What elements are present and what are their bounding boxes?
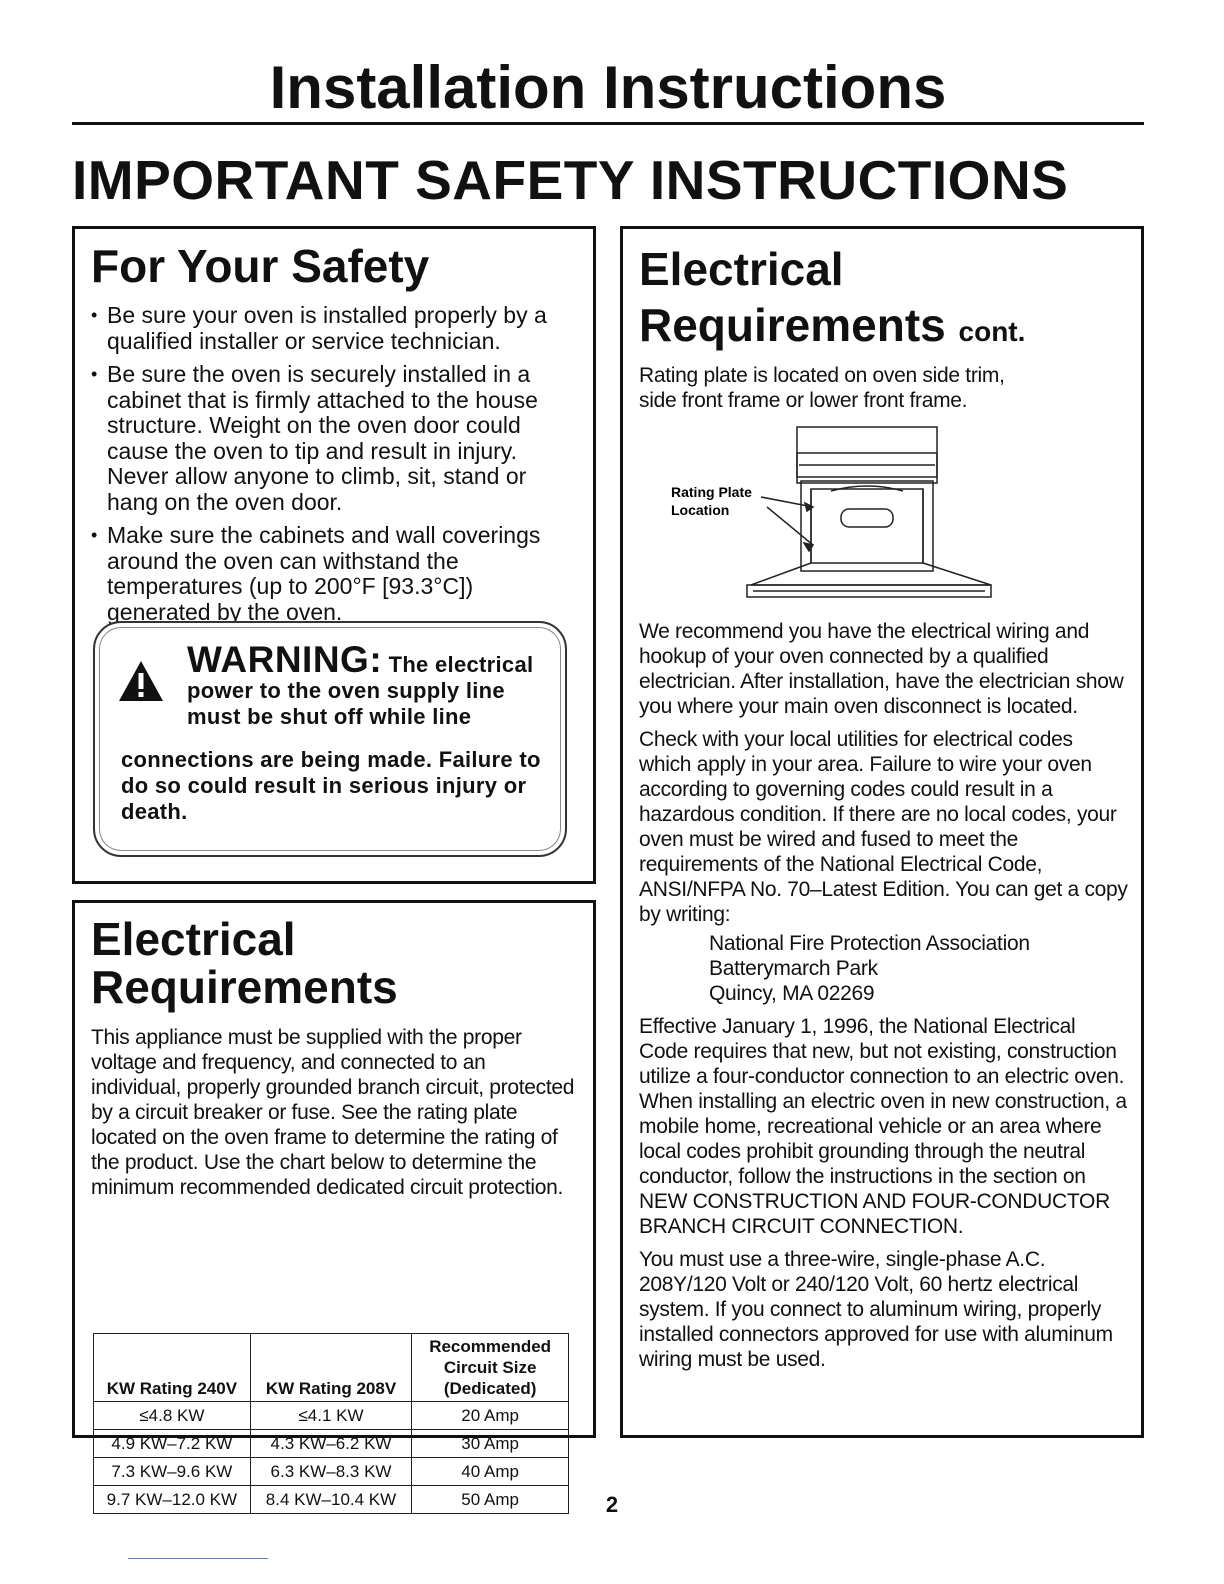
footer-rule	[128, 1558, 268, 1559]
address-line: Quincy, MA 02269	[709, 982, 875, 1005]
four-conductor-paragraph: Effective January 1, 1996, the National Electrical Code requires that new, but not existing, construction utilize a four-conductor connection to an electric oven. When installing an electric oven in new construction, a mobile home, recreational vehicle or an area where local codes prohibit grounding through the neutral conductor, follow the instructions in the section on NEW CONSTRUCTION AND FOUR-CONDUCTOR BRANCH CIRCUIT CONNECTION.	[639, 1015, 1127, 1238]
wiring-system-paragraph: You must use a three-wire, single-phase A.C. 208Y/120 Volt or 240/120 Volt, 60 hertz electrical system. If you connect to aluminum wiring, properly installed connectors approved for use with aluminum wiring must be used.	[639, 1248, 1113, 1371]
page-title: Installation Instructions	[269, 54, 947, 121]
safety-banner-title: IMPORTANT SAFETY INSTRUCTIONS	[72, 149, 1069, 211]
safety-section	[72, 226, 596, 884]
warning-head-text: The electrical power to the oven supply line must be shut off while line	[187, 652, 534, 729]
table-cell: 7.3 KW–9.6 KW	[94, 1458, 251, 1486]
electrical-cont-heading	[639, 241, 1025, 360]
table-header-cell: KW Rating 240V	[94, 1334, 251, 1402]
rating-plate-intro: Rating plate is located on oven side trim, side front frame or lower front frame.	[639, 364, 1005, 412]
table-cell: ≤4.8 KW	[94, 1402, 251, 1430]
safety-bullet-1: • Be sure your oven is installed properly by a qualified installer or service technician.	[91, 303, 571, 354]
table-cell: 4.9 KW–7.2 KW	[94, 1430, 251, 1458]
warning-heading	[187, 639, 547, 730]
warning-callout	[93, 621, 567, 857]
warning-body-text: connections are being made. Failure to do so could result in serious injury or death.	[121, 747, 541, 824]
page-number: 2	[605, 1492, 619, 1517]
table-row	[94, 1402, 569, 1430]
warning-triangle-icon	[117, 659, 165, 703]
rating-plate-label: Rating Plate	[671, 484, 752, 500]
safety-heading: For Your Safety	[91, 240, 430, 292]
nfpa-address	[639, 931, 1129, 1006]
table-cell: 4.3 KW–6.2 KW	[250, 1430, 412, 1458]
table-cell: 8.4 KW–10.4 KW	[250, 1486, 412, 1514]
electrical-requirements-section	[72, 900, 596, 1509]
table-cell: ≤4.1 KW	[250, 1402, 412, 1430]
electrical-body-text: This appliance must be supplied with the proper voltage and frequency, and connected to an individual, properly grounded branch circuit, protected by a circuit breaker or fuse. See the rating plate located on the oven frame to determine the rating of the product. Use the chart below to determine the minimum recommended dedicated circuit protection.	[91, 1026, 575, 1199]
oven-rating-plate-diagram	[661, 425, 1001, 603]
table-cell: 30 Amp	[412, 1430, 569, 1458]
table-cell: 6.3 KW–8.3 KW	[250, 1458, 412, 1486]
table-header-row	[94, 1334, 569, 1402]
table-header-cell: KW Rating 208V	[250, 1334, 412, 1402]
table-cell: 20 Amp	[412, 1402, 569, 1430]
electrical-heading	[91, 915, 398, 1011]
electrical-heading-line2: Requirements	[91, 961, 398, 1013]
electrical-requirements-cont-section	[620, 226, 1144, 1438]
electrical-cont-heading-text: Requirements	[639, 299, 946, 351]
table-row	[94, 1458, 569, 1486]
address-line: National Fire Protection Association	[709, 932, 1030, 955]
cont-suffix: cont.	[958, 316, 1026, 347]
safety-bullet-2: • Be sure the oven is securely installed in a cabinet that is firmly attached to the house structure. Weight on the oven door could cause the oven to tip and result in injury. Never allow anyone to climb, sit, stand or hang on the oven door.	[91, 362, 571, 515]
warning-label: WARNING:	[187, 639, 383, 680]
electrical-cont-body	[639, 619, 1129, 1372]
electrical-cont-heading-line1: Electrical	[639, 243, 844, 295]
table-header-cell: Recommended Circuit Size (Dedicated)	[412, 1334, 569, 1402]
title-divider	[72, 122, 1144, 125]
electrician-paragraph: We recommend you have the electrical wiring and hookup of your oven connected by a qualified electrician. After installation, have the electrician show you where your main oven disconnect is located.	[639, 620, 1124, 718]
table-cell: 50 Amp	[412, 1486, 569, 1514]
oven-outline-illustration	[747, 427, 991, 597]
table-cell: 40 Amp	[412, 1458, 569, 1486]
rating-plate-arrows	[761, 497, 813, 551]
address-line: Batterymarch Park	[709, 957, 878, 980]
table-cell: 9.7 KW–12.0 KW	[94, 1486, 251, 1514]
local-codes-paragraph: Check with your local utilities for electrical codes which apply in your area. Failure to wire your oven according to governing codes could result in a hazardous condition. If there are no local codes, your oven must be wired and fused to meet the requirements of the National Electrical Code, ANSI/NFPA No. 70–Latest Edition. You can get a copy by writing:	[639, 728, 1128, 926]
table-row	[94, 1430, 569, 1458]
electrical-heading-line1: Electrical	[91, 913, 296, 965]
rating-plate-location-label: Location	[671, 502, 730, 518]
circuit-size-table	[93, 1333, 569, 1514]
electrical-cont-heading-line2	[639, 297, 1025, 360]
safety-bullet-list	[91, 303, 571, 633]
safety-bullet-3: • Make sure the cabinets and wall coverings around the oven can withstand the temperatures (up to 200°F [93.3°C]) generated by the oven.	[91, 523, 571, 625]
